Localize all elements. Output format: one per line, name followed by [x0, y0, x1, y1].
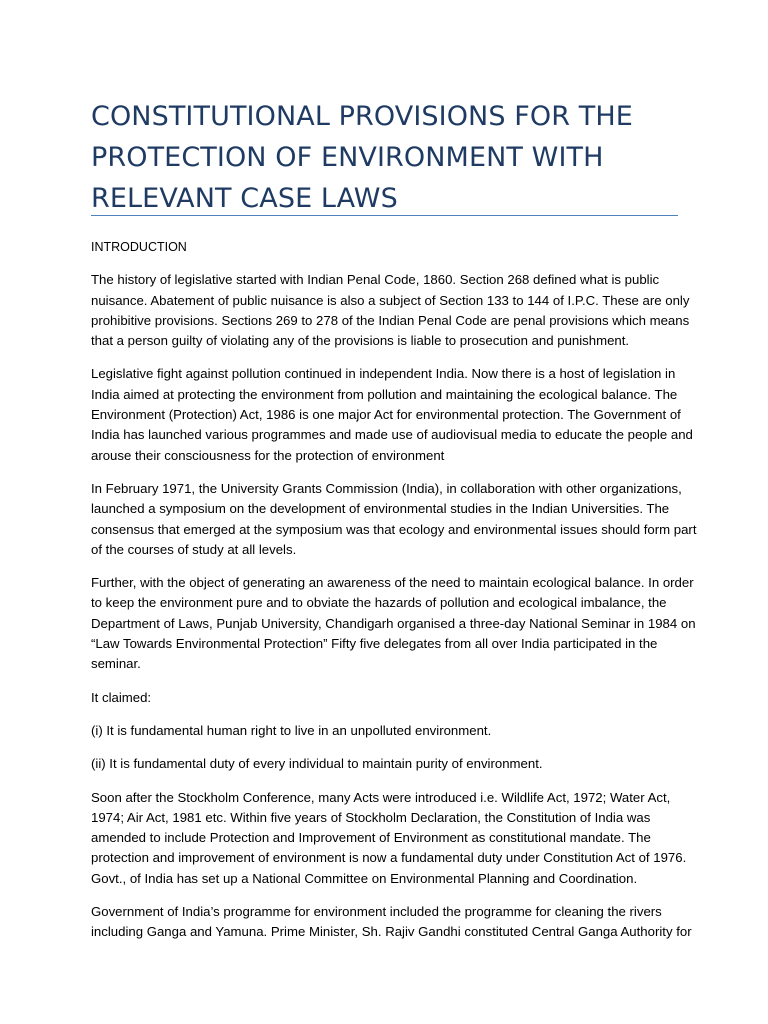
paragraph-line: Environment (Protection) Act, 1986 is one major Act for environmental protection. The Government of [91, 407, 681, 423]
paragraph-container [91, 270, 697, 942]
paragraph-line: (ii) It is fundamental duty of every individual to maintain purity of environment. [91, 756, 543, 772]
paragraph [91, 721, 691, 741]
paragraph [91, 688, 691, 708]
paragraph [91, 364, 691, 465]
paragraph-line: India aimed at protecting the environment from pollution and maintaining the ecological balance. The [91, 386, 678, 402]
paragraph-line: Legislative fight against pollution continued in independent India. Now there is a host of legislation in [91, 366, 676, 382]
paragraph-line: amended to include Protection and Improvement of Environment as constitutional mandate. The [91, 830, 651, 846]
paragraph-line: Government of India’s programme for environment included the programme for cleaning the rivers [91, 904, 662, 920]
paragraph-line: Further, with the object of generating an awareness of the need to maintain ecological balance. In order [91, 575, 694, 591]
paragraph-line: to keep the environment pure and to obviate the hazards of pollution and ecological imbalance, the [91, 595, 667, 611]
paragraph-line: seminar. [91, 656, 141, 672]
paragraph-line: launched a symposium on the development of environmental studies in the Indian Universities. The [91, 501, 670, 517]
paragraph-line: Soon after the Stockholm Conference, many Acts were introduced i.e. Wildlife Act, 1972; Water Act, [91, 789, 671, 805]
paragraph-line: “Law Towards Environmental Protection” Fifty five delegates from all over India participated in the [91, 636, 658, 652]
paragraph [91, 573, 696, 674]
title-line: RELEVANT CASE LAWS [91, 183, 398, 214]
title-line: CONSTITUTIONAL PROVISIONS FOR THE [91, 101, 633, 132]
paragraph-line: India has launched various programmes and made use of audiovisual media to educate the people and [91, 427, 693, 443]
paragraph-line: prohibitive provisions. Sections 269 to 278 of the Indian Penal Code are penal provisions which means [91, 312, 690, 328]
paragraph [91, 479, 697, 560]
paragraph-line: The history of legislative started with Indian Penal Code, 1860. Section 268 defined what is public [91, 272, 660, 288]
paragraph-line: (i) It is fundamental human right to live in an unpolluted environment. [91, 722, 492, 738]
paragraph-line: In February 1971, the University Grants Commission (India), in collaboration with other organizations, [91, 480, 682, 496]
paragraph-line: consensus that emerged at the symposium was that ecology and environmental issues should form part [91, 521, 697, 537]
title-underline [91, 215, 678, 216]
paragraph-line: Department of Laws, Punjab University, Chandigarh organised a three-day National Seminar in 1984 on [91, 615, 696, 631]
paragraph-line: nuisance. Abatement of public nuisance is also a subject of Section 133 to 144 of I.P.C. These are only [91, 292, 690, 308]
paragraph-line: It claimed: [91, 689, 152, 705]
paragraph [91, 788, 691, 889]
paragraph-line: 1974; Air Act, 1981 etc. Within five years of Stockholm Declaration, the Constitution of India was [91, 809, 651, 825]
document-body [91, 237, 697, 956]
paragraph-line: arouse their consciousness for the protection of environment [91, 447, 445, 463]
title-line: PROTECTION OF ENVIRONMENT WITH [91, 142, 604, 173]
paragraph-line: protection and improvement of environment is now a fundamental duty under Constitution Act of 1976. [91, 850, 687, 866]
paragraph-line: Govt., of India has set up a National Committee on Environmental Planning and Coordination. [91, 870, 638, 886]
paragraph [91, 902, 691, 943]
paragraph [91, 754, 691, 774]
paragraph-line: that a person guilty of violating any of the provisions is liable to prosecution and punishment. [91, 333, 630, 349]
section-heading: INTRODUCTION [91, 240, 187, 254]
paragraph [91, 270, 691, 351]
paragraph-line: of the courses of study at all levels. [91, 541, 297, 557]
document-title [91, 96, 691, 219]
paragraph-line: including Ganga and Yamuna. Prime Minister, Sh. Rajiv Gandhi constituted Central Ganga Authority for [91, 924, 692, 940]
